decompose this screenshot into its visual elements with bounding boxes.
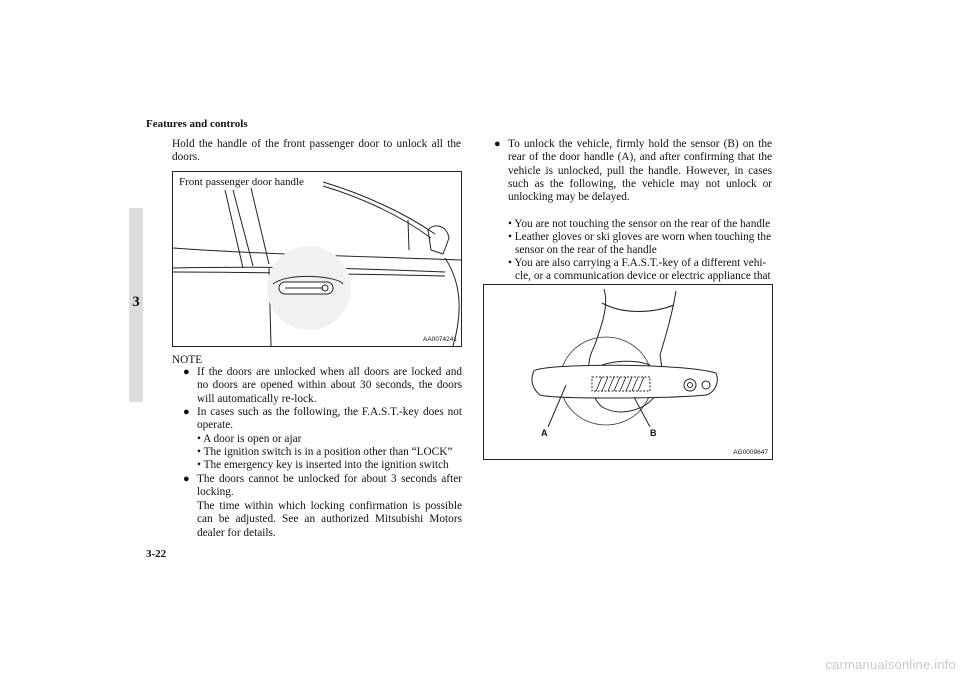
note-heading: NOTE — [172, 354, 203, 366]
watermark-text: carmanualsonline.info — [825, 657, 956, 672]
right-subitem: cle, or a communication device or electric appliance that — [515, 270, 771, 282]
note-subitem: • A door is open or ajar — [197, 433, 302, 445]
right-subitem: • Leather gloves or ski gloves are worn when touching the — [508, 231, 772, 243]
note-extra-text: The time within which locking confirmation is possible can be adjusted. See an authorized Mitsubishi Motors dealer for details. — [197, 500, 462, 539]
note-text: If the doors are unlocked when all doors are locked and no doors are opened within about 30 seconds, the doors will automatically re-lock. — [197, 366, 462, 405]
bullet-icon: ● — [494, 138, 501, 150]
right-subitem: • You are not touching the sensor on the rear of the handle — [508, 218, 771, 230]
right-subitem: • You are also carrying a F.A.S.T.-key of a different vehi- — [508, 257, 767, 269]
note-subitem: • The emergency key is inserted into the ignition switch — [197, 459, 449, 471]
label-b: B — [650, 428, 657, 438]
figure-door-handle-sensor — [483, 284, 773, 460]
label-a: A — [541, 428, 548, 438]
figure-front-passenger-door — [172, 171, 462, 347]
chapter-tab-number: 3 — [132, 294, 140, 310]
watermark-bar — [0, 655, 960, 678]
intro-paragraph: Hold the handle of the front passenger door to unlock all the doors. — [172, 138, 461, 164]
figure-code: AG0009647 — [733, 449, 768, 456]
note-text: In cases such as the following, the F.A.S.T.-key does not operate. — [197, 406, 462, 432]
right-subitem: sensor on the rear of the handle — [515, 244, 657, 256]
right-paragraph-text: To unlock the vehicle, firmly hold the sensor (B) on the rear of the door handle (A), and after confirming that the vehicle is unlocked, pull the handle. However, in cases such as the following, the vehicle may not unlock or unlocking may be delayed. — [508, 138, 772, 204]
bullet-icon: ● — [183, 473, 190, 485]
bullet-icon: ● — [183, 406, 190, 418]
door-illustration — [173, 172, 461, 346]
bullet-icon: ● — [183, 366, 190, 378]
section-title: Features and controls — [146, 118, 248, 130]
note-subitem: • The ignition switch is in a position other than “LOCK” — [197, 446, 453, 458]
figure-caption: Front passenger door handle — [179, 176, 304, 188]
note-text: The doors cannot be unlocked for about 3 seconds after locking. — [197, 473, 462, 499]
handle-sensor-illustration — [484, 285, 772, 459]
page-number: 3-22 — [146, 548, 167, 560]
figure-code: AA0074241 — [423, 336, 457, 343]
